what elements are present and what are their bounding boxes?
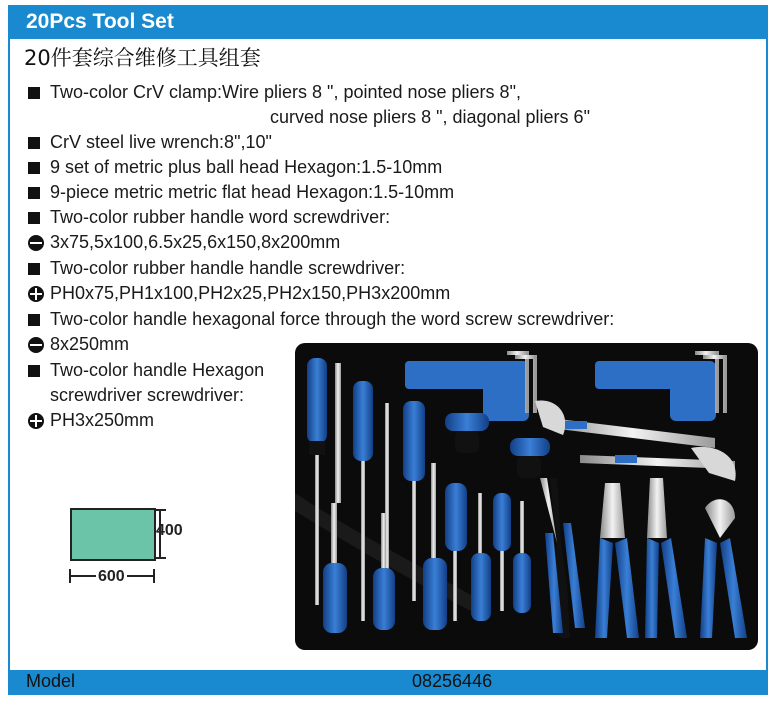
spec-sizes-text: 8x250mm [50,334,130,354]
slotted-screw-icon [28,235,44,251]
spec-item-phillips-screwdriver [28,256,758,281]
spec-text: 9 set of metric plus ball head Hexagon:1.5-10mm [50,157,443,177]
slotted-screw-icon [28,337,44,353]
square-bullet-icon [28,187,40,199]
spec-text: Two-color rubber handle handle screwdriver: [50,258,406,278]
spec-item-hex-ball [28,155,758,180]
model-bar [10,670,766,693]
square-bullet-icon [28,365,40,377]
square-bullet-icon [28,212,40,224]
spec-sizes-text: PH0x75,PH1x100,PH2x25,PH2x150,PH3x200mm [50,283,451,303]
spec-text-continued: curved nose pliers 8 ", diagonal pliers 6" [270,107,590,127]
spec-item-hex-flat [28,180,758,205]
spec-item-slotted-screwdriver [28,205,758,230]
spec-text: Two-color rubber handle word screwdriver: [50,207,391,227]
chinese-subtitle: 20件套综合维修工具组套 [24,46,261,70]
spec-text: CrV steel live wrench:8",10" [50,132,272,152]
page-title: 20Pcs Tool Set [8,5,768,39]
spec-item-hex-phillips-screwdriver [28,358,280,408]
spec-text: 9-piece metric metric flat head Hexagon:1.5-10mm [50,182,455,202]
spec-sizes-text: 3x75,5x100,6.5x25,6x150,8x200mm [50,232,341,252]
dimension-lines [60,496,200,596]
model-label: Model [26,671,76,691]
spec-item-hex-slotted-screwdriver [28,307,758,332]
spec-text: Two-color handle hexagonal force through the word screw screwdriver: [50,309,615,329]
phillips-screw-icon [28,413,44,429]
square-bullet-icon [28,162,40,174]
tool-tray-photo [295,343,758,650]
model-number: 08256446 [412,671,493,691]
spec-item-pliers [28,80,758,130]
spec-sizes [28,281,758,306]
spec-sizes [28,230,758,255]
square-bullet-icon [28,263,40,275]
spec-sizes-text: PH3x250mm [50,410,155,430]
spec-text: Two-color handle Hexagon screwdriver screwdriver: [50,360,265,405]
spec-item-wrench [28,130,758,155]
spec-text: Two-color CrV clamp:Wire pliers 8 ", pointed nose pliers 8", [50,82,521,102]
tray-dimension-diagram [60,496,200,596]
square-bullet-icon [28,137,40,149]
width-label: 600 [98,568,125,585]
square-bullet-icon [28,314,40,326]
phillips-screw-icon [28,286,44,302]
square-bullet-icon [28,87,40,99]
height-label: 400 [156,522,183,539]
